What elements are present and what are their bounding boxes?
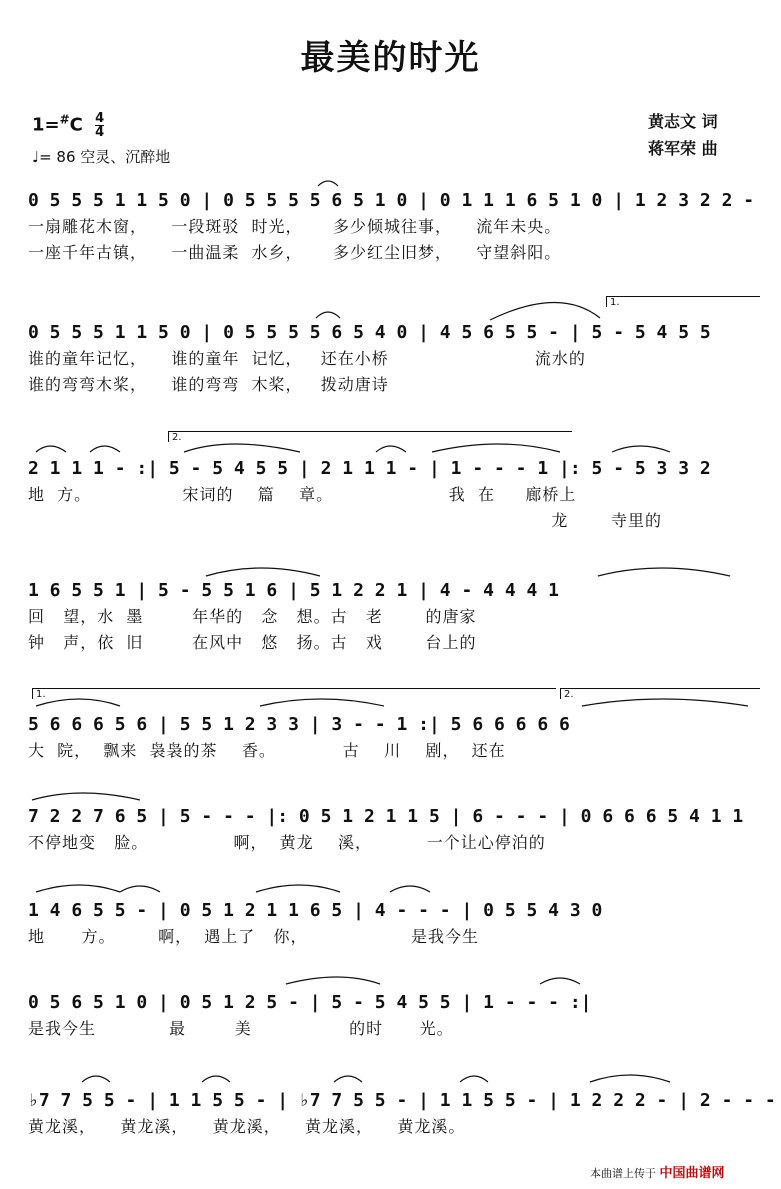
volta-1: 1. <box>606 296 760 307</box>
notes-row-3: 2 1 1 1 - :| 5 - 5 4 5 5 | 2 1 1 1 - | 1 - - - 1 |: 5 - 5 3 3 2 <box>28 458 711 479</box>
score-row-9 <box>28 1088 776 1140</box>
notes-row-6: 7 2 2 7 6 5 | 5 - - - |: 0 5 1 2 1 1 5 | 6 - - - | 0 6 6 6 5 4 1 1 <box>28 806 744 827</box>
tempo-marking: ♩= 86 空灵、沉醉地 <box>32 148 171 166</box>
notes-row-5: 5 6 6 6 5 6 | 5 5 1 2 3 3 | 3 - - 1 :| 5 6 6 6 6 6 <box>28 714 570 735</box>
notes-row-4: 1 6 5 5 1 | 5 - 5 5 1 6 | 5 1 2 2 1 | 4 - 4 4 4 1 <box>28 580 560 601</box>
composer-credit: 蒋军荣 曲 <box>648 139 718 158</box>
lyricist-credit: 黄志文 词 <box>648 112 718 131</box>
score-row-4 <box>28 578 756 656</box>
volta-2: 2. <box>168 431 572 442</box>
time-signature: $\frac{4}{4}$ <box>95 111 105 140</box>
score-row-7 <box>28 898 756 950</box>
notes-row-7: 1 4 6 5 5 - | 0 5 1 2 1 1 6 5 | 4 - - - | 0 5 5 4 3 0 <box>28 900 603 921</box>
notes-row-1: 0 5 5 5 1 1 5 0 | 0 5 5 5 5 6 5 1 0 | 0 1 1 1 6 5 1 0 | 1 2 3 2 2 - <box>28 190 755 211</box>
notes-row-9: ♭7 7 5 5 - | 1 1 5 5 - | ♭7 7 5 5 - | 1 1 5 5 - | 1 2 2 2 - | 2 - - - <box>28 1090 776 1111</box>
score-row-6 <box>28 804 756 856</box>
volta-1b: 1. <box>32 688 556 699</box>
volta-2b: 2. <box>560 688 760 699</box>
lyric-row-1-verse-1: 一扇雕花木窗， 一段斑驳 时光， 多少倾城往事， 流年未央。 <box>28 217 562 236</box>
lyric-row-9: 黄龙溪， 黄龙溪， 黄龙溪， 黄龙溪， 黄龙溪。 <box>28 1117 466 1136</box>
footer-credit: 本曲谱上传于 中国曲谱网 <box>590 1166 725 1181</box>
score-row-2 <box>28 320 756 398</box>
lyric-row-6: 不停地变 脸。 啊， 黄龙 溪， 一个让心停泊的 <box>28 833 546 852</box>
score-row-5 <box>28 712 756 764</box>
score-row-8 <box>28 990 756 1042</box>
lyric-row-5: 大 院， 飘来 袅袅的茶 香。 古 川 剧， 还在 <box>28 741 506 760</box>
score-row-1 <box>28 188 756 266</box>
notes-row-8: 0 5 6 5 1 0 | 0 5 1 2 5 - | 5 - 5 4 5 5 | 1 - - - :| <box>28 992 592 1013</box>
lyric-row-4-verse-2: 钟 声，依 旧 在风中 悠 扬。古 戏 台上的 <box>28 633 477 652</box>
key-signature: 1=#C $\frac{4}{4}$ <box>32 111 105 140</box>
lyric-row-2-verse-1: 谁的童年记忆， 谁的童年 记忆， 还在小桥 流水的 <box>28 349 586 368</box>
lyric-row-3-verse-1: 地 方。 宋词的 篇 章。 我 在 廊桥上 <box>28 485 577 504</box>
lyric-row-1-verse-2: 一座千年古镇， 一曲温柔 水乡， 多少红尘旧梦， 守望斜阳。 <box>28 243 562 262</box>
site-logo: 中国曲谱网 <box>659 1166 725 1181</box>
lyric-row-7: 地 方。 啊， 遇上了 你， 是我今生 <box>28 927 480 946</box>
notes-row-2: 0 5 5 5 1 1 5 0 | 0 5 5 5 5 6 5 4 0 | 4 5 6 5 5 - | 5 - 5 4 5 5 <box>28 322 711 343</box>
lyric-row-8: 是我今生 最 美 的时 光。 <box>28 1019 454 1038</box>
lyric-row-2-verse-2: 谁的弯弯木桨， 谁的弯弯 木桨， 拨动唐诗 <box>28 375 389 394</box>
score-row-3 <box>28 456 756 534</box>
credits <box>648 108 718 162</box>
lyric-row-3-verse-2: 龙 寺里的 <box>28 511 662 530</box>
lyric-row-4-verse-1: 回 望，水 墨 年华的 念 想。古 老 的唐家 <box>28 607 477 626</box>
song-title: 最美的时光 <box>300 38 481 78</box>
